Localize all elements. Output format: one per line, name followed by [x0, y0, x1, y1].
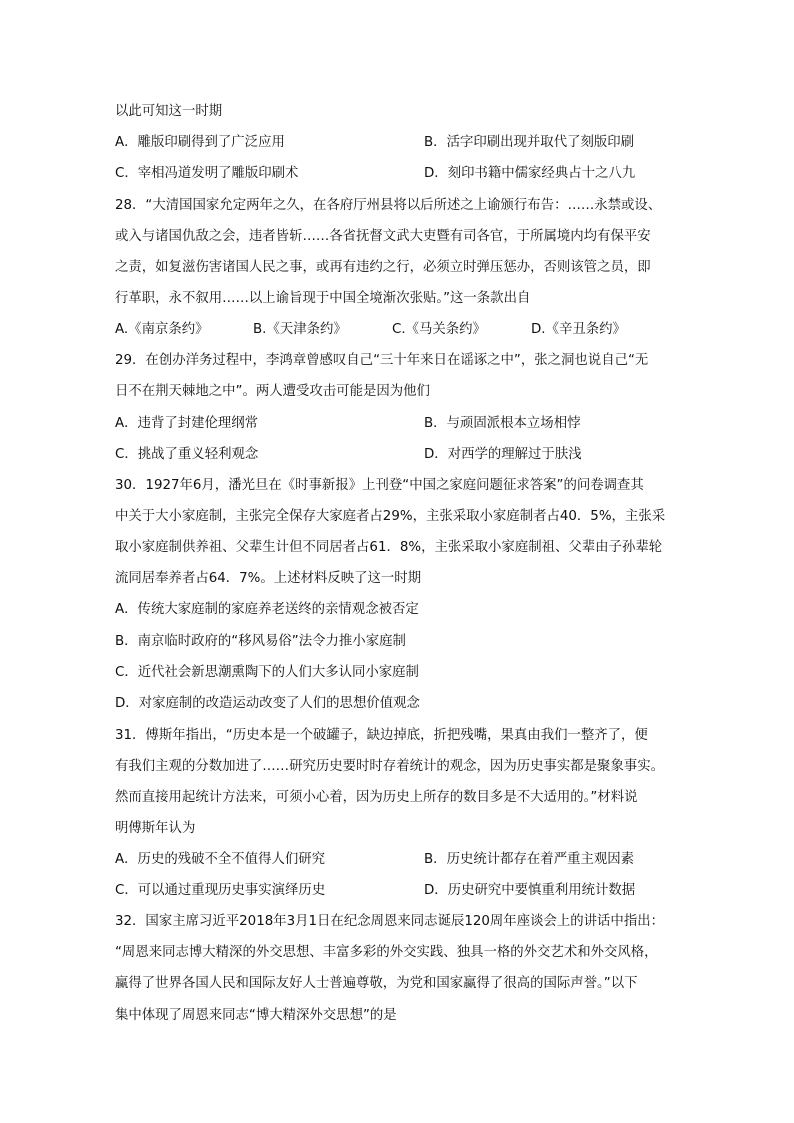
- q31-option-a: A．历史的残破不全不值得人们研究: [115, 852, 326, 867]
- q29-option-a: A．违背了封建伦理纲常: [115, 416, 259, 431]
- q27-option-d: D．刻印书籍中儒家经典占十之八九: [424, 166, 636, 181]
- q32-stem-line-2: “周恩来同志博大精深的外交思想、丰富多彩的外交实践、独具一格的外交艺术和外交风格，: [115, 945, 658, 960]
- q30-option-b: B．南京临时政府的“移风易俗”法令力推小家庭制: [115, 634, 406, 649]
- q28-stem-line-2: 或入与诸国仇敌之会，违者皆斩……各省抚督文武大吏暨有司各官，于所属境内均有保平安: [115, 229, 651, 244]
- q31-option-d: D．历史研究中要慎重利用统计数据: [424, 883, 636, 898]
- q30-stem-line-4: 流同居奉养者占64．7%。上述材料反映了这一时期: [115, 571, 422, 586]
- q31-option-c: C．可以通过重现历史事实演绎历史: [115, 883, 326, 898]
- q30-option-d: D．对家庭制的改造运动改变了人们的思想价值观念: [115, 696, 420, 711]
- q27-option-a: A．雕版印刷得到了广泛应用: [115, 135, 285, 150]
- q31-stem-line-3: 然而直接用起统计方法来，可须小心着，因为历史上所存的数目多是不大适用的。”材料说: [115, 790, 638, 805]
- q29-option-b: B．与顽固派根本立场相悖: [424, 416, 581, 431]
- q32-stem-line-1: 32．国家主席习近平2018年3月1日在纪念周恩来同志诞辰120周年座谈会上的讲话中指出：: [115, 914, 664, 929]
- q30-option-a: A．传统大家庭制的家庭养老送终的亲情观念被否定: [115, 602, 419, 617]
- q29-stem-line-1: 29．在创办洋务过程中，李鸿章曾感叹自己“三十年来日在谣诼之中”，张之洞也说自己“无: [115, 353, 649, 368]
- q28-option-a: A.《南京条约》: [115, 322, 209, 337]
- q30-stem-line-2: 中关于大小家庭制，主张完全保存大家庭者占29%，主张采取小家庭制者占40．5%，主张采: [115, 509, 666, 524]
- q29-stem-line-2: 日不在荆天棘地之中”。两人遭受攻击可能是因为他们: [115, 384, 430, 399]
- q31-stem-line-4: 明傅斯年认为: [115, 821, 196, 836]
- q31-stem-line-2: 有我们主观的分数加进了……研究历史要时时存着统计的观念，因为历史事实都是聚象事实。: [115, 759, 665, 774]
- q32-stem-line-3: 赢得了世界各国人民和国际友好人士普遍尊敬，为党和国家赢得了很高的国际声誉。”以下: [115, 976, 638, 991]
- q28-stem-line-3: 之责，如复滋伤害诸国人民之事，或再有违约之行，必须立时弹压惩办，否则该管之员，即: [115, 260, 651, 275]
- q31-stem-line-1: 31．傅斯年指出，“历史本是一个破罐子，缺边掉底，折把残嘴，果真由我们一整齐了，便: [115, 728, 648, 743]
- q30-stem-line-1: 30．1927年6月，潘光旦在《时事新报》上刊登“中国之家庭问题征求答案”的问卷调查其: [115, 478, 644, 493]
- q28-stem-line-1: 28．“大清国国家允定两年之久，在各府厅州县将以后所述之上谕颁行布告：……永禁或设、: [115, 198, 662, 213]
- q29-option-d: D．对西学的理解过于肤浅: [424, 447, 582, 462]
- q28-stem-line-4: 行革职，永不叙用……以上谕旨现于中国全境渐次张贴。”这一条款出自: [115, 291, 531, 306]
- q28-option-c: C.《马关条约》: [392, 322, 486, 337]
- q31-option-b: B．历史统计都存在着严重主观因素: [424, 852, 635, 867]
- q28-option-d: D.《辛丑条约》: [531, 322, 626, 337]
- q27-option-c: C．宰相冯道发明了雕版印刷术: [115, 166, 299, 181]
- q27-option-b: B．活字印刷出现并取代了刻版印刷: [424, 135, 635, 150]
- q30-option-c: C．近代社会新思潮熏陶下的人们大多认同小家庭制: [115, 665, 419, 680]
- q27-stem-tail: 以此可知这一时期: [115, 104, 223, 119]
- q28-option-b: B.《天津条约》: [253, 322, 347, 337]
- q29-option-c: C．挑战了重义轻利观念: [115, 447, 259, 462]
- q32-stem-line-4: 集中体现了周恩来同志“博大精深外交思想”的是: [115, 1008, 397, 1023]
- q30-stem-line-3: 取小家庭制供养祖、父辈生计但不同居者占61．8%，主张采取小家庭制祖、父辈由子孙辈轮: [115, 540, 663, 555]
